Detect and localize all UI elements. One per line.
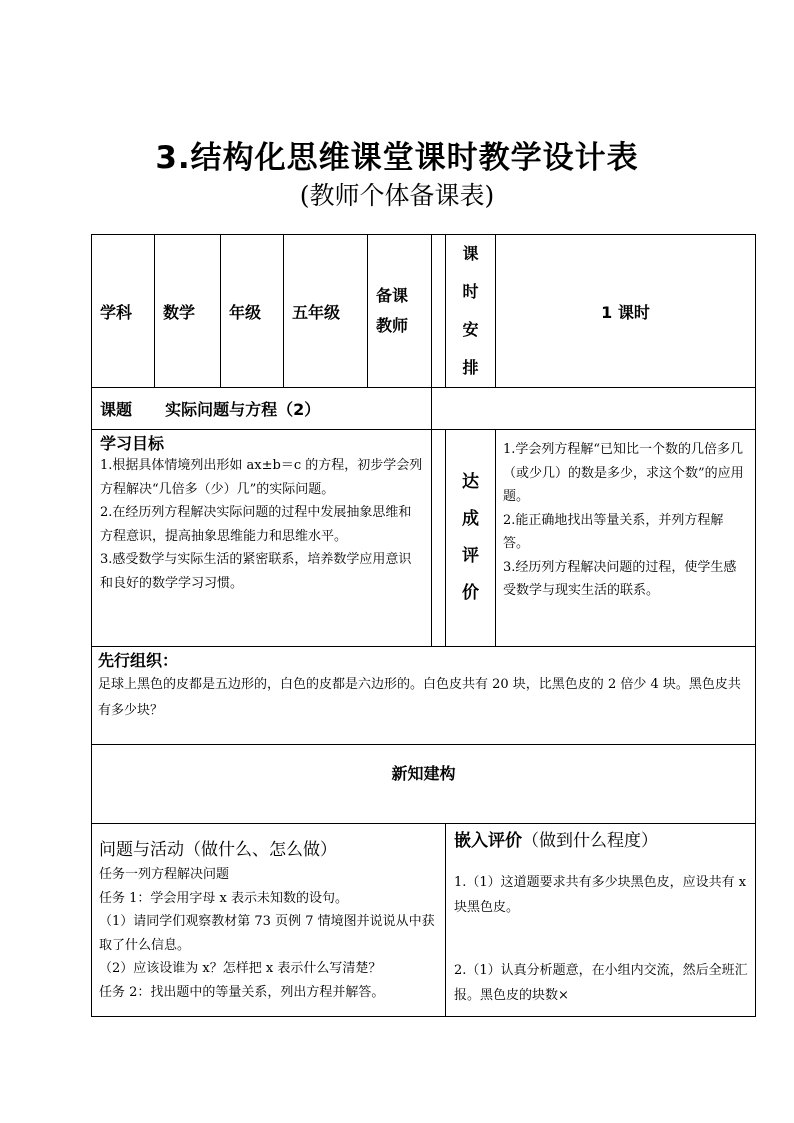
evaluation-item: 2.能正确地找出等量关系，并列方程解答。	[503, 512, 724, 551]
grade-value: 五年级	[284, 235, 368, 388]
evaluation-item: 3.经历列方程解决问题的过程，使学生感受数学与现实生活的联系。	[503, 559, 737, 598]
evaluation-label-char-3: 评	[462, 546, 479, 566]
teacher-label-line-2: 教师	[376, 316, 409, 335]
objectives-cell	[92, 430, 432, 647]
evaluation-label-char-2: 成	[462, 509, 479, 529]
activity-line: 任务 1：学会用字母 x 表示未知数的设句。	[99, 890, 348, 906]
activity-line: （2）应该设谁为 x？怎样把 x 表示什么写清楚？	[99, 961, 382, 976]
new-knowledge-row	[92, 745, 756, 824]
new-knowledge-heading: 新知建构	[92, 745, 756, 824]
teacher-label-line-1: 备课	[376, 286, 409, 305]
activities-heading: 问题与活动（做什么、怎么做）	[99, 840, 337, 860]
schedule-label-char-2: 时	[462, 282, 479, 301]
evaluation-label-char-1: 达	[462, 472, 479, 492]
embedded-eval-cell	[446, 824, 756, 1017]
topic-row	[92, 388, 756, 430]
topic-cell	[92, 388, 432, 430]
activities-cell	[92, 824, 446, 1017]
embedded-eval-heading-rest: （做到什么程度）	[522, 831, 658, 851]
topic-value: 实际问题与方程（2）	[165, 400, 321, 419]
schedule-label-char-3: 安	[462, 320, 479, 339]
schedule-label-char-1: 课	[462, 244, 479, 263]
lesson-plan-table	[91, 234, 756, 1017]
subject-label: 学科	[92, 235, 155, 388]
embedded-eval-heading	[454, 828, 748, 854]
activity-line: 任务一列方程解决问题	[99, 867, 230, 882]
evaluation-label	[446, 430, 496, 647]
header-row	[92, 235, 756, 388]
schedule-label-char-4: 排	[462, 358, 479, 377]
objectives-blank-cell	[432, 430, 446, 647]
advance-organizer-cell	[92, 647, 756, 745]
embedded-eval-heading-bold: 嵌入评价	[454, 831, 522, 851]
objectives-row	[92, 430, 756, 647]
evaluation-label-char-4: 价	[462, 583, 479, 603]
activity-line: 任务 2：找出题中的等量关系，列出方程并解答。	[99, 984, 385, 1000]
subject-value: 数学	[155, 235, 221, 388]
embedded-eval-item-2: 2.（1）认真分析题意，在小组内交流，然后全班汇报。黑色皮的块数×	[454, 963, 748, 1003]
blank-cell	[432, 235, 446, 388]
objectives-heading: 学习目标	[100, 434, 165, 453]
embedded-eval-item-1: 1.（1）这道题要求共有多少块黑色皮，应设共有 x 块黑色皮。	[454, 875, 747, 915]
activities-row	[92, 824, 756, 1017]
advance-organizer-heading: 先行组织：	[98, 651, 179, 670]
schedule-label	[446, 235, 496, 388]
advance-organizer-text: 足球上黑色的皮都是五边形的，白色的皮都是六边形的。白色皮共有 20 块，比黑色皮的 2 倍少 4 块。黑色皮共有多少块？	[98, 677, 741, 718]
activity-line: （1）请同学们观察教材第 73 页例 7 情境图并说说从中获取了什么信息。	[99, 914, 435, 953]
objective-item: 1.根据具体情境列出形如 ax±b＝c 的方程，初步学会列方程解决“几倍多（少）几”的实际问题。	[100, 458, 423, 497]
objective-item: 3.感受数学与实际生活的紧密联系，培养数学应用意识和良好的数学学习习惯。	[100, 552, 412, 591]
evaluation-item: 1.学会列方程解“已知比一个数的几倍多几（或少几）的数是多少，求这个数”的应用题。	[503, 442, 744, 504]
schedule-value: 1 课时	[496, 235, 756, 388]
page-subtitle: (教师个体备课表)	[299, 181, 495, 210]
advance-organizer-row	[92, 647, 756, 745]
evaluation-cell	[496, 430, 756, 647]
page-title: 3.结构化思维课堂课时教学设计表	[155, 140, 639, 176]
objective-item: 2.在经历列方程解决实际问题的过程中发展抽象思维和方程意识，提高抽象思维能力和思维水平。	[100, 505, 412, 544]
teacher-label	[368, 235, 432, 388]
topic-label: 课题	[100, 400, 133, 419]
topic-blank-cell	[432, 388, 756, 430]
grade-label: 年级	[221, 235, 284, 388]
